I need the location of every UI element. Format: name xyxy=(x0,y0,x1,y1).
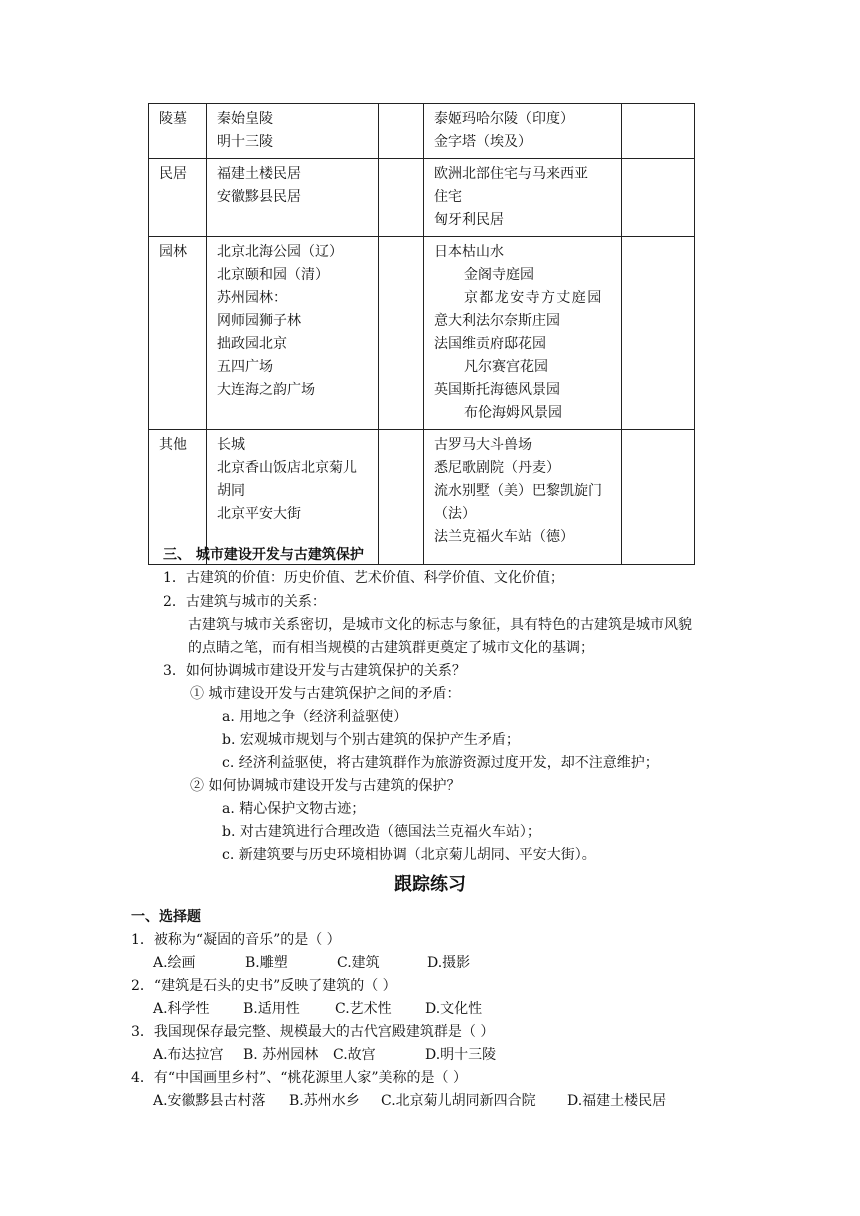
list-item: 胡同 xyxy=(217,483,245,499)
foreign-cell xyxy=(424,237,622,430)
empty-cell xyxy=(379,159,424,237)
list-item: 欧洲北部住宅与马来西亚 xyxy=(434,166,588,182)
option: A.科学性 xyxy=(153,1001,210,1017)
list-item: 北京平安大街 xyxy=(217,506,301,522)
list-item: （法） xyxy=(434,506,476,522)
list-item: 北京北海公园（辽） xyxy=(217,244,343,260)
option: A.布达拉宫 xyxy=(153,1047,224,1063)
list-item: 悉尼歌剧院（丹麦） xyxy=(434,460,560,476)
list-item: 法兰克福火车站（德） xyxy=(434,529,574,545)
list-item: b. 对古建筑进行合理改造（德国法兰克福火车站）； xyxy=(222,824,541,840)
list-item: 安徽黟县民居 xyxy=(217,189,301,205)
empty-cell xyxy=(622,159,695,237)
list-item: 凡尔赛宫花园 xyxy=(464,359,548,375)
option: D.明十三陵 xyxy=(425,1047,497,1063)
question: 1．被称为“凝固的音乐”的是（ ） xyxy=(131,932,341,948)
list-item: 苏州园林： xyxy=(217,290,287,306)
question: 3．我国现保存最完整、规模最大的古代宫殿建筑群是（ ） xyxy=(131,1024,495,1040)
list-item: 古罗马大斗兽场 xyxy=(434,437,532,453)
list-item: 网师园狮子林 xyxy=(217,313,301,329)
paragraph: 的点睛之笔，而有相当规模的古建筑群更奠定了城市文化的基调； xyxy=(188,640,594,656)
list-item: 英国斯托海德风景园 xyxy=(434,382,560,398)
option: D.文化性 xyxy=(425,1001,483,1017)
sub-heading: ① 城市建设开发与古建筑保护之间的矛盾： xyxy=(190,686,461,702)
list-item: 金阁寺庭园 xyxy=(464,267,534,283)
list-item: 明十三陵 xyxy=(217,134,273,150)
empty-cell xyxy=(622,104,695,159)
category-label: 民居 xyxy=(159,166,187,182)
paragraph: 古建筑与城市关系密切，是城市文化的标志与象征，具有特色的古建筑是城市风貌 xyxy=(188,617,692,633)
china-cell xyxy=(207,159,379,237)
table-row xyxy=(149,237,695,430)
option: A.绘画 xyxy=(153,955,196,971)
list-item: 住宅 xyxy=(434,189,462,205)
question-options xyxy=(153,952,470,974)
list-item: 匈牙利民居 xyxy=(434,212,504,228)
china-cell xyxy=(207,104,379,159)
empty-cell xyxy=(379,237,424,430)
list-item: 拙政园北京 xyxy=(217,336,287,352)
table-row xyxy=(149,159,695,237)
question: 4．有“中国画里乡村”、“桃花源里人家”美称的是（ ） xyxy=(131,1070,467,1086)
list-item: 布伦海姆风景园 xyxy=(464,405,562,421)
list-item: c. 新建筑要与历史环境相协调（北京菊儿胡同、平安大街）。 xyxy=(222,847,596,863)
foreign-cell xyxy=(424,159,622,237)
list-item: 北京香山饭店北京菊儿 xyxy=(217,460,357,476)
question-options xyxy=(153,998,482,1020)
practice-title: 跟踪练习 xyxy=(394,874,466,895)
category-label: 其他 xyxy=(159,437,187,453)
question-options xyxy=(153,1044,496,1066)
list-item: 流水别墅（美）巴黎凯旋门 xyxy=(434,483,602,499)
list-item: a. 精心保护文物古迹； xyxy=(222,801,366,817)
list-item: a. 用地之争（经济利益驱使） xyxy=(222,709,408,725)
list-item: 福建土楼民居 xyxy=(217,166,301,182)
option: B.适用性 xyxy=(243,1001,300,1017)
category-cell xyxy=(149,159,207,237)
category-cell xyxy=(149,104,207,159)
empty-cell xyxy=(379,430,424,565)
list-item: 长城 xyxy=(217,437,245,453)
list-item: c. 经济利益驱使，将古建筑群作为旅游资源过度开发，却不注意维护； xyxy=(222,755,659,771)
list-item: 京都龙安寺方丈庭园 xyxy=(464,290,603,306)
question-options xyxy=(153,1090,666,1112)
option: C.北京菊儿胡同新四合院 xyxy=(381,1093,536,1109)
category-cell xyxy=(149,237,207,430)
category-label: 园林 xyxy=(159,244,187,260)
architecture-table xyxy=(148,103,695,565)
list-item: 泰姬玛哈尔陵（印度） xyxy=(434,111,574,127)
option: C.故宫 xyxy=(333,1047,376,1063)
option: D.福建土楼民居 xyxy=(567,1093,667,1109)
section-heading: 三、 城市建设开发与古建筑保护 xyxy=(163,547,364,563)
foreign-cell xyxy=(424,430,622,565)
sub-heading: ② 如何协调城市建设开发与古建筑的保护？ xyxy=(190,778,461,794)
paragraph: 2．古建筑与城市的关系： xyxy=(163,594,326,610)
paragraph: 1．古建筑的价值：历史价值、艺术价值、科学价值、文化价值； xyxy=(163,570,564,586)
paragraph: 3．如何协调城市建设开发与古建筑保护的关系？ xyxy=(163,663,466,679)
list-item: 秦始皇陵 xyxy=(217,111,273,127)
list-item: 意大利法尔奈斯庄园 xyxy=(434,313,560,329)
foreign-cell xyxy=(424,104,622,159)
option: D.摄影 xyxy=(427,955,471,971)
question: 2．“建筑是石头的史书”反映了建筑的（ ） xyxy=(131,978,397,994)
category-label: 陵墓 xyxy=(159,111,187,127)
empty-cell xyxy=(622,430,695,565)
section-heading: 一、选择题 xyxy=(131,909,201,925)
table-row xyxy=(149,104,695,159)
list-item: 五四广场 xyxy=(217,359,273,375)
option: C.建筑 xyxy=(337,955,380,971)
option: B.雕塑 xyxy=(245,955,288,971)
list-item: 日本枯山水 xyxy=(434,244,504,260)
option: B.苏州水乡 xyxy=(289,1093,360,1109)
china-cell xyxy=(207,237,379,430)
list-item: 大连海之韵广场 xyxy=(217,382,315,398)
option: B. 苏州园林 xyxy=(243,1047,319,1063)
empty-cell xyxy=(379,104,424,159)
list-item: 北京颐和园（清） xyxy=(217,267,329,283)
list-item: 金字塔（埃及） xyxy=(434,134,532,150)
option: C.艺术性 xyxy=(335,1001,392,1017)
list-item: 法国维贡府邸花园 xyxy=(434,336,546,352)
option: A.安徽黟县古村落 xyxy=(153,1093,266,1109)
empty-cell xyxy=(622,237,695,430)
list-item: b. 宏观城市规划与个别古建筑的保护产生矛盾； xyxy=(222,732,520,748)
